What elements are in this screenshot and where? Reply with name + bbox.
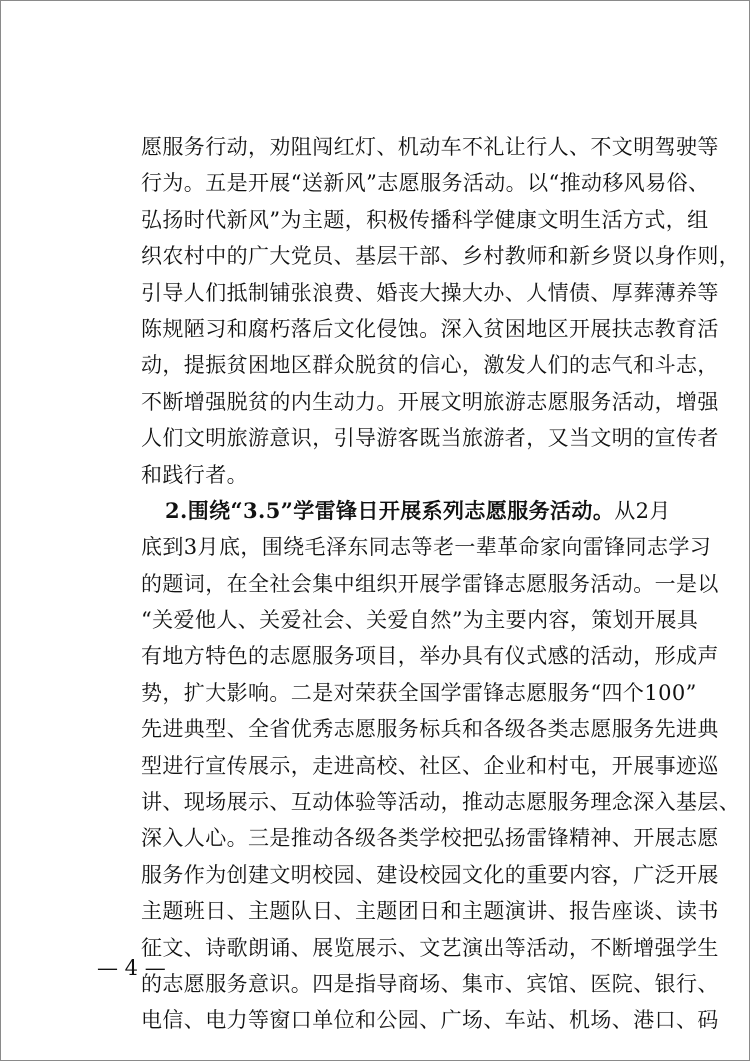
text-line: 的题词，在全社会集中组织开展学雷锋志愿服务活动。一是以 [141, 571, 719, 596]
text-line: 引导人们抵制铺张浪费、婚丧大操大办、人情债、厚葬薄养等 [141, 280, 719, 305]
text-line: 主题班日、主题队日、主题团日和主题演讲、报告座谈、读书 [141, 899, 719, 924]
body-text [141, 129, 741, 1039]
text-line: 电信、电力等窗口单位和公园、广场、车站、机场、港口、码 [141, 1008, 719, 1033]
text-line: 征文、诗歌朗诵、展览展示、文艺演出等活动，不断增强学生 [141, 935, 719, 960]
text-line: 行为。五是开展“送新风”志愿服务活动。以“推动移风易俗、 [141, 171, 710, 196]
text-line: 不断增强脱贫的内生动力。开展文明旅游志愿服务活动，增强 [141, 389, 719, 414]
text-line: 织农村中的广大党员、基层干部、乡村教师和新乡贤以身作则， [141, 244, 741, 269]
text-line: 型进行宣传展示，走进高校、社区、企业和村屯，开展事迹巡 [141, 753, 719, 778]
text-line: 有地方特色的志愿服务项目，举办具有仪式感的活动，形成声 [141, 644, 719, 669]
text-line: 愿服务行动，劝阻闯红灯、机动车不礼让行人、不文明驾驶等 [141, 135, 719, 159]
text-line: 和践行者。 [141, 462, 248, 487]
text-line: “关爱他人、关爱社会、关爱自然”为主要内容，策划开展具 [141, 608, 699, 633]
text-line: 陈规陋习和腐朽落后文化侵蚀。深入贫困地区开展扶志教育活 [141, 316, 719, 341]
page-number: — 4 — [97, 956, 166, 980]
section-heading-line [141, 493, 671, 529]
text-line: 深入人心。三是推动各级各类学校把弘扬雷锋精神、开展志愿 [141, 826, 719, 851]
text-line: 服务作为创建文明校园、建设校园文化的重要内容，广泛开展 [141, 862, 719, 887]
section-heading: 2.围绕“3.5”学雷锋日开展系列志愿服务活动。 [165, 497, 615, 523]
text-line: 的志愿服务意识。四是指导商场、集市、宾馆、医院、银行、 [141, 971, 719, 996]
text-line: 势，扩大影响。二是对荣获全国学雷锋志愿服务“四个100” [141, 680, 697, 705]
text-line: 人们文明旅游意识，引导游客既当旅游者，又当文明的宣传者 [141, 426, 719, 451]
text-line: 弘扬时代新风”为主题，积极传播科学健康文明生活方式，组 [141, 207, 709, 232]
section-heading-rest: 从2月 [614, 498, 671, 523]
text-line: 底到3月底，围绕毛泽东同志等老一辈革命家向雷锋同志学习 [141, 535, 712, 560]
text-line: 先进典型、全省优秀志愿服务标兵和各级各类志愿服务先进典 [141, 717, 719, 742]
text-line: 动，提振贫困地区群众脱贫的信心，激发人们的志气和斗志， [141, 353, 719, 378]
text-line: 讲、现场展示、互动体验等活动，推动志愿服务理念深入基层、 [141, 790, 741, 815]
